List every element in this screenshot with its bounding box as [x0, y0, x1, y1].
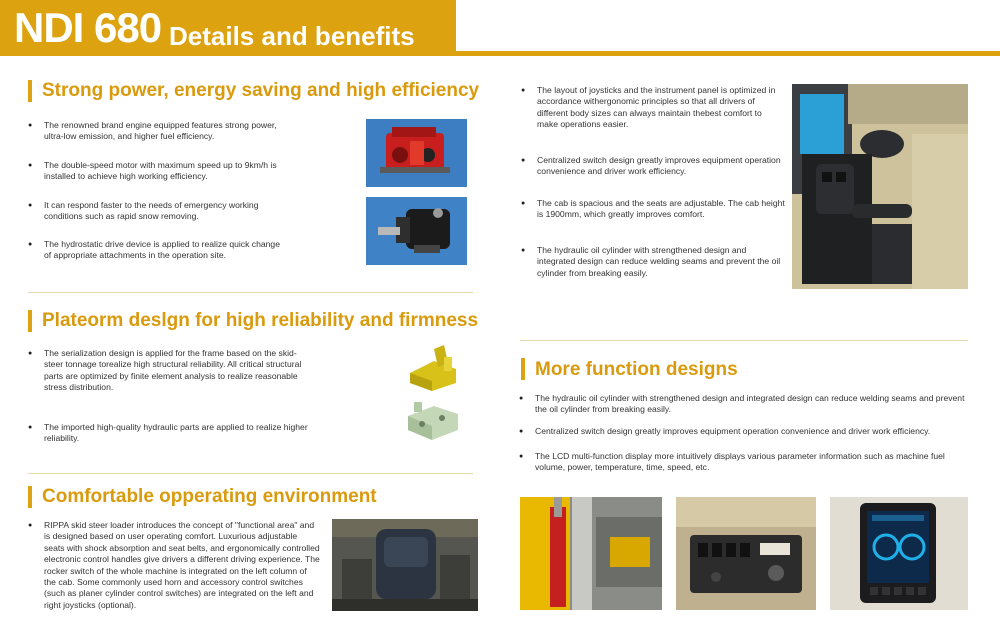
lcd-display-photo	[830, 497, 968, 610]
header-rule	[456, 51, 1000, 56]
frame-part-render	[404, 343, 466, 393]
section-marker	[28, 486, 32, 508]
bullet-more-2: ● Centralized switch design greatly improves equipment operation convenience and driver work efficiency.	[535, 426, 973, 437]
bullet-platform-1: ● The serialization design is applied for the frame based on the skid-steer tonnage torealize high structural reliability. All critical structural parts are optimized by finite element analysis to realize reasonable stress distribution.	[44, 348, 309, 394]
hydraulic-cylinder-photo	[520, 497, 662, 610]
bullet-comfort-1: ● RIPPA skid steer loader introduces the concept of "functional area" and is designed based on user operating comfort. Luxurious adjustable seats with shock absorption and seat belts, and ergonomically controlled electronic control handles give drivers a different driving experience. The rocker switch of the whole machine is integrated on the left column of the cab. Some commonly used horn and accessory control switches (such as planer cylinder control switches) are integrated on the left and right joysticks (optional).	[44, 520, 320, 611]
bullet-cab-2: ● Centralized switch design greatly improves equipment operation convenience and driver work efficiency.	[537, 155, 785, 178]
hydraulic-motor-photo	[366, 197, 467, 265]
section-marker	[521, 358, 525, 380]
section-title-power: Strong power, energy saving and high efficiency	[42, 80, 480, 101]
section-title-comfort: Comfortable opperating environment	[42, 486, 377, 507]
section-divider	[520, 340, 968, 341]
section-divider	[28, 473, 473, 474]
bullet-power-4: ● The hydrostatic drive device is applied to realize quick change of appropriate attachments in the operation site.	[44, 239, 284, 262]
model-name: NDI 680	[14, 4, 162, 51]
cab-seat-photo	[332, 519, 478, 611]
bullet-more-1: ● The hydraulic oil cylinder with strengthened design and integrated design can reduce welding seams and prevent the oil cylinder from breaking easily.	[535, 393, 973, 416]
joystick-photo	[792, 84, 968, 289]
section-title-platform: Plateorm deslgn for high reliability and firmness	[42, 310, 479, 331]
bullet-power-1: ● The renowned brand engine equipped features strong power, ultra-low emission, and higher fuel efficiency.	[44, 120, 284, 143]
bullet-cab-4: ● The hydraulic oil cylinder with strengthened design and integrated design can reduce welding seams and prevent the oil cylinder from breaking easily.	[537, 245, 785, 279]
bullet-platform-2: ● The imported high-quality hydraulic parts are applied to realize higher reliability.	[44, 422, 309, 445]
bullet-cab-1: ● The layout of joysticks and the instrument panel is optimized in accordance withergonomic principles so that all drivers of different body sizes can always maintain thebest comfort to make operations easier.	[537, 85, 785, 131]
bullet-cab-3: ● The cab is spacious and the seats are adjustable. The cab height is 1900mm, which greatly improves comfort.	[537, 198, 785, 221]
page-subtitle: Details and benefits	[169, 21, 415, 51]
bullet-power-2: ● The double-speed motor with maximum speed up to 9km/h is installed to achieve high working efficiency.	[44, 160, 284, 183]
switch-panel-photo	[676, 497, 816, 610]
bullet-power-3: ● It can respond faster to the needs of emergency working conditions such as rapid snow removing.	[44, 200, 284, 223]
section-title-more: More function designs	[535, 359, 738, 380]
engine-photo	[366, 119, 467, 187]
valve-block-render	[400, 398, 466, 444]
section-marker	[28, 80, 32, 102]
section-marker	[28, 310, 32, 332]
section-divider	[28, 292, 473, 293]
bullet-more-3: ● The LCD multi-function display more intuitively displays various parameter information such as machine fuel volume, power, temperature, time, speed, etc.	[535, 451, 973, 474]
